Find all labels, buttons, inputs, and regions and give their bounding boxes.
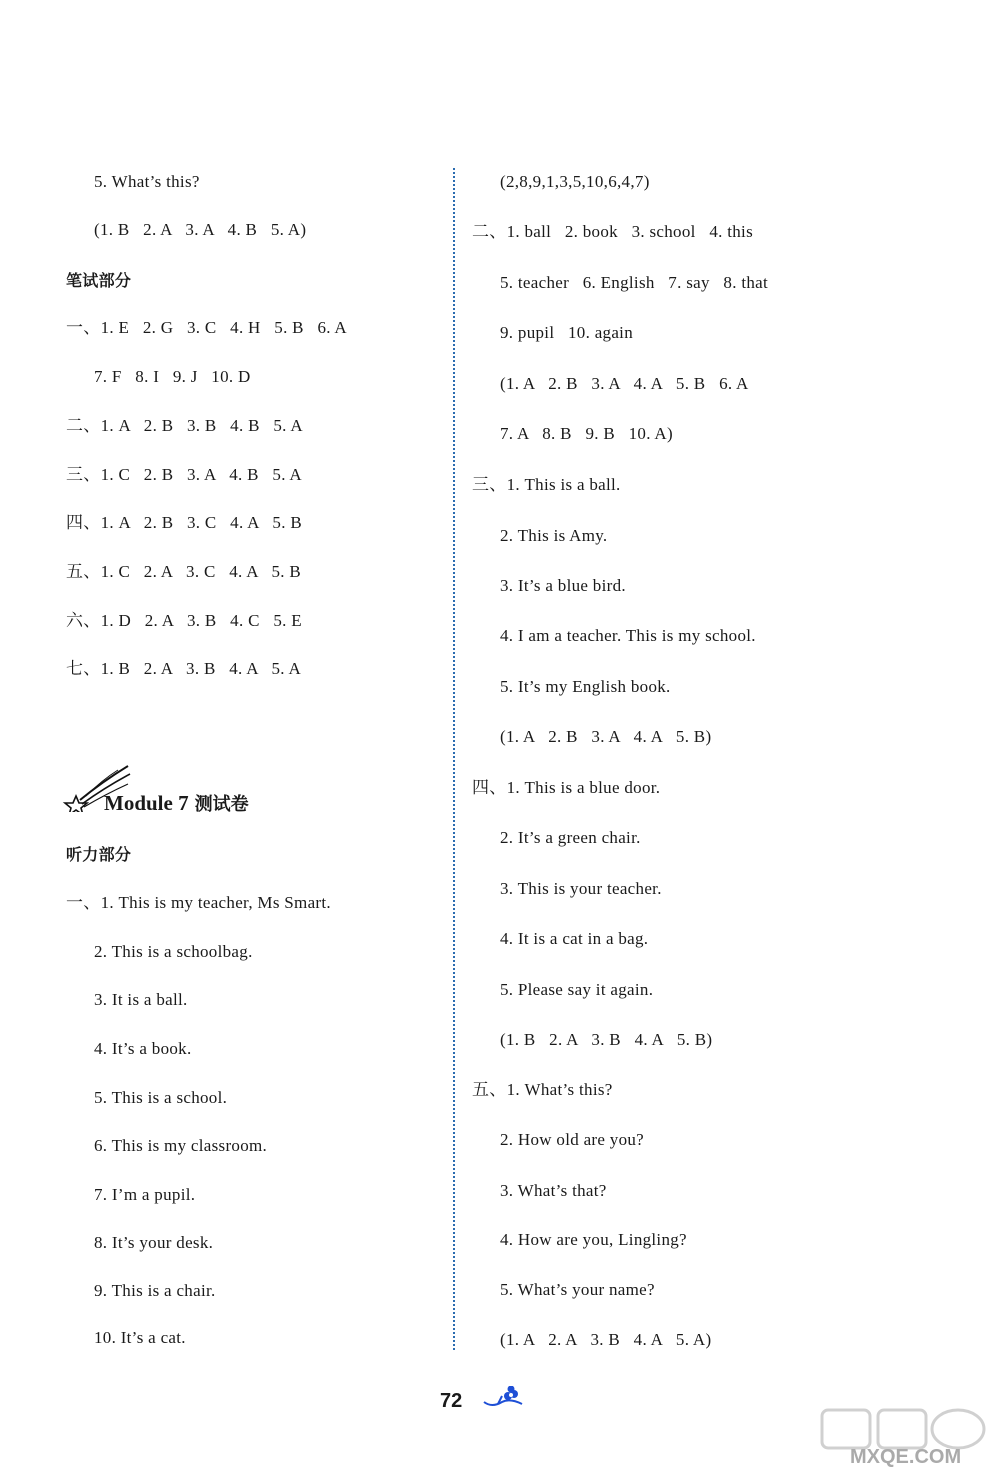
- answer-line: 4. I am a teacher. This is my school.: [500, 626, 756, 645]
- answer-line: (1. A 2. B 3. A 4. A 5. B 6. A: [500, 374, 749, 393]
- answer-line: 4. How are you, Lingling?: [500, 1230, 687, 1249]
- section-heading: 听力部分: [66, 845, 132, 864]
- watermark-text: MXQE.COM: [850, 1446, 962, 1468]
- answer-line: 9. pupil 10. again: [500, 323, 634, 342]
- answer-line: (1. A 2. A 3. B 4. A 5. A): [500, 1330, 712, 1349]
- answer-line: 一、1. E 2. G 3. C 4. H 5. B 6. A: [66, 318, 348, 337]
- module-title-en: Module 7: [104, 791, 189, 815]
- answer-line: 2. This is a schoolbag.: [94, 942, 253, 961]
- answer-line: 五、1. C 2. A 3. C 4. A 5. B: [66, 562, 302, 581]
- answer-line: 七、1. B 2. A 3. B 4. A 5. A: [66, 659, 302, 678]
- answer-line: 4. It’s a book.: [94, 1039, 192, 1058]
- answer-line: 5. What’s your name?: [500, 1280, 655, 1299]
- answer-line: 3. It’s a blue bird.: [500, 576, 626, 595]
- answer-line: 2. How old are you?: [500, 1130, 645, 1149]
- answer-line: 3. What’s that?: [500, 1181, 607, 1200]
- answer-line: 二、1. A 2. B 3. B 4. B 5. A: [66, 416, 303, 435]
- answer-line: 三、1. C 2. B 3. A 4. B 5. A: [66, 465, 302, 484]
- answer-line: 7. I’m a pupil.: [94, 1185, 196, 1204]
- answer-line: 3. This is your teacher.: [500, 879, 662, 898]
- answer-line: 二、1. ball 2. book 3. school 4. this: [472, 222, 753, 241]
- answer-line: 三、1. This is a ball.: [472, 475, 621, 494]
- answer-line: 五、1. What’s this?: [472, 1080, 613, 1099]
- answer-line: 5. What’s this?: [94, 172, 200, 191]
- answer-line: 四、1. A 2. B 3. C 4. A 5. B: [66, 513, 302, 532]
- answer-line: 四、1. This is a blue door.: [472, 778, 661, 797]
- answer-line: 5. Please say it again.: [500, 980, 654, 999]
- flower-ornament-icon: [482, 1386, 526, 1412]
- answer-line: 5. teacher 6. English 7. say 8. that: [500, 273, 769, 292]
- answer-line: 2. This is Amy.: [500, 526, 608, 545]
- answer-line: 8. It’s your desk.: [94, 1233, 214, 1252]
- answer-line: (1. A 2. B 3. A 4. A 5. B): [500, 727, 712, 746]
- answer-line: (1. B 2. A 3. A 4. B 5. A): [94, 220, 307, 239]
- answer-line: 3. It is a ball.: [94, 990, 188, 1009]
- module-title: [104, 790, 249, 816]
- answer-line: 6. This is my classroom.: [94, 1136, 268, 1155]
- page-number: 72: [440, 1390, 463, 1412]
- answer-line: 5. This is a school.: [94, 1088, 228, 1107]
- answer-line: 4. It is a cat in a bag.: [500, 929, 649, 948]
- module-title-cn: 测试卷: [194, 794, 249, 815]
- answer-line: (1. B 2. A 3. B 4. A 5. B): [500, 1030, 713, 1049]
- answer-line: 一、1. This is my teacher, Ms Smart.: [66, 893, 331, 912]
- section-heading: 笔试部分: [66, 271, 132, 290]
- answer-line: 10. It’s a cat.: [94, 1328, 186, 1347]
- answer-line: 5. It’s my English book.: [500, 677, 671, 696]
- answer-line: 六、1. D 2. A 3. B 4. C 5. E: [66, 611, 302, 630]
- answer-line: 9. This is a chair.: [94, 1281, 216, 1300]
- answer-line: 7. A 8. B 9. B 10. A): [500, 424, 673, 443]
- answer-line: 2. It’s a green chair.: [500, 828, 641, 847]
- column-divider: [453, 168, 455, 1350]
- answer-line: (2,8,9,1,3,5,10,6,4,7): [500, 172, 650, 191]
- answer-line: 7. F 8. I 9. J 10. D: [94, 367, 251, 386]
